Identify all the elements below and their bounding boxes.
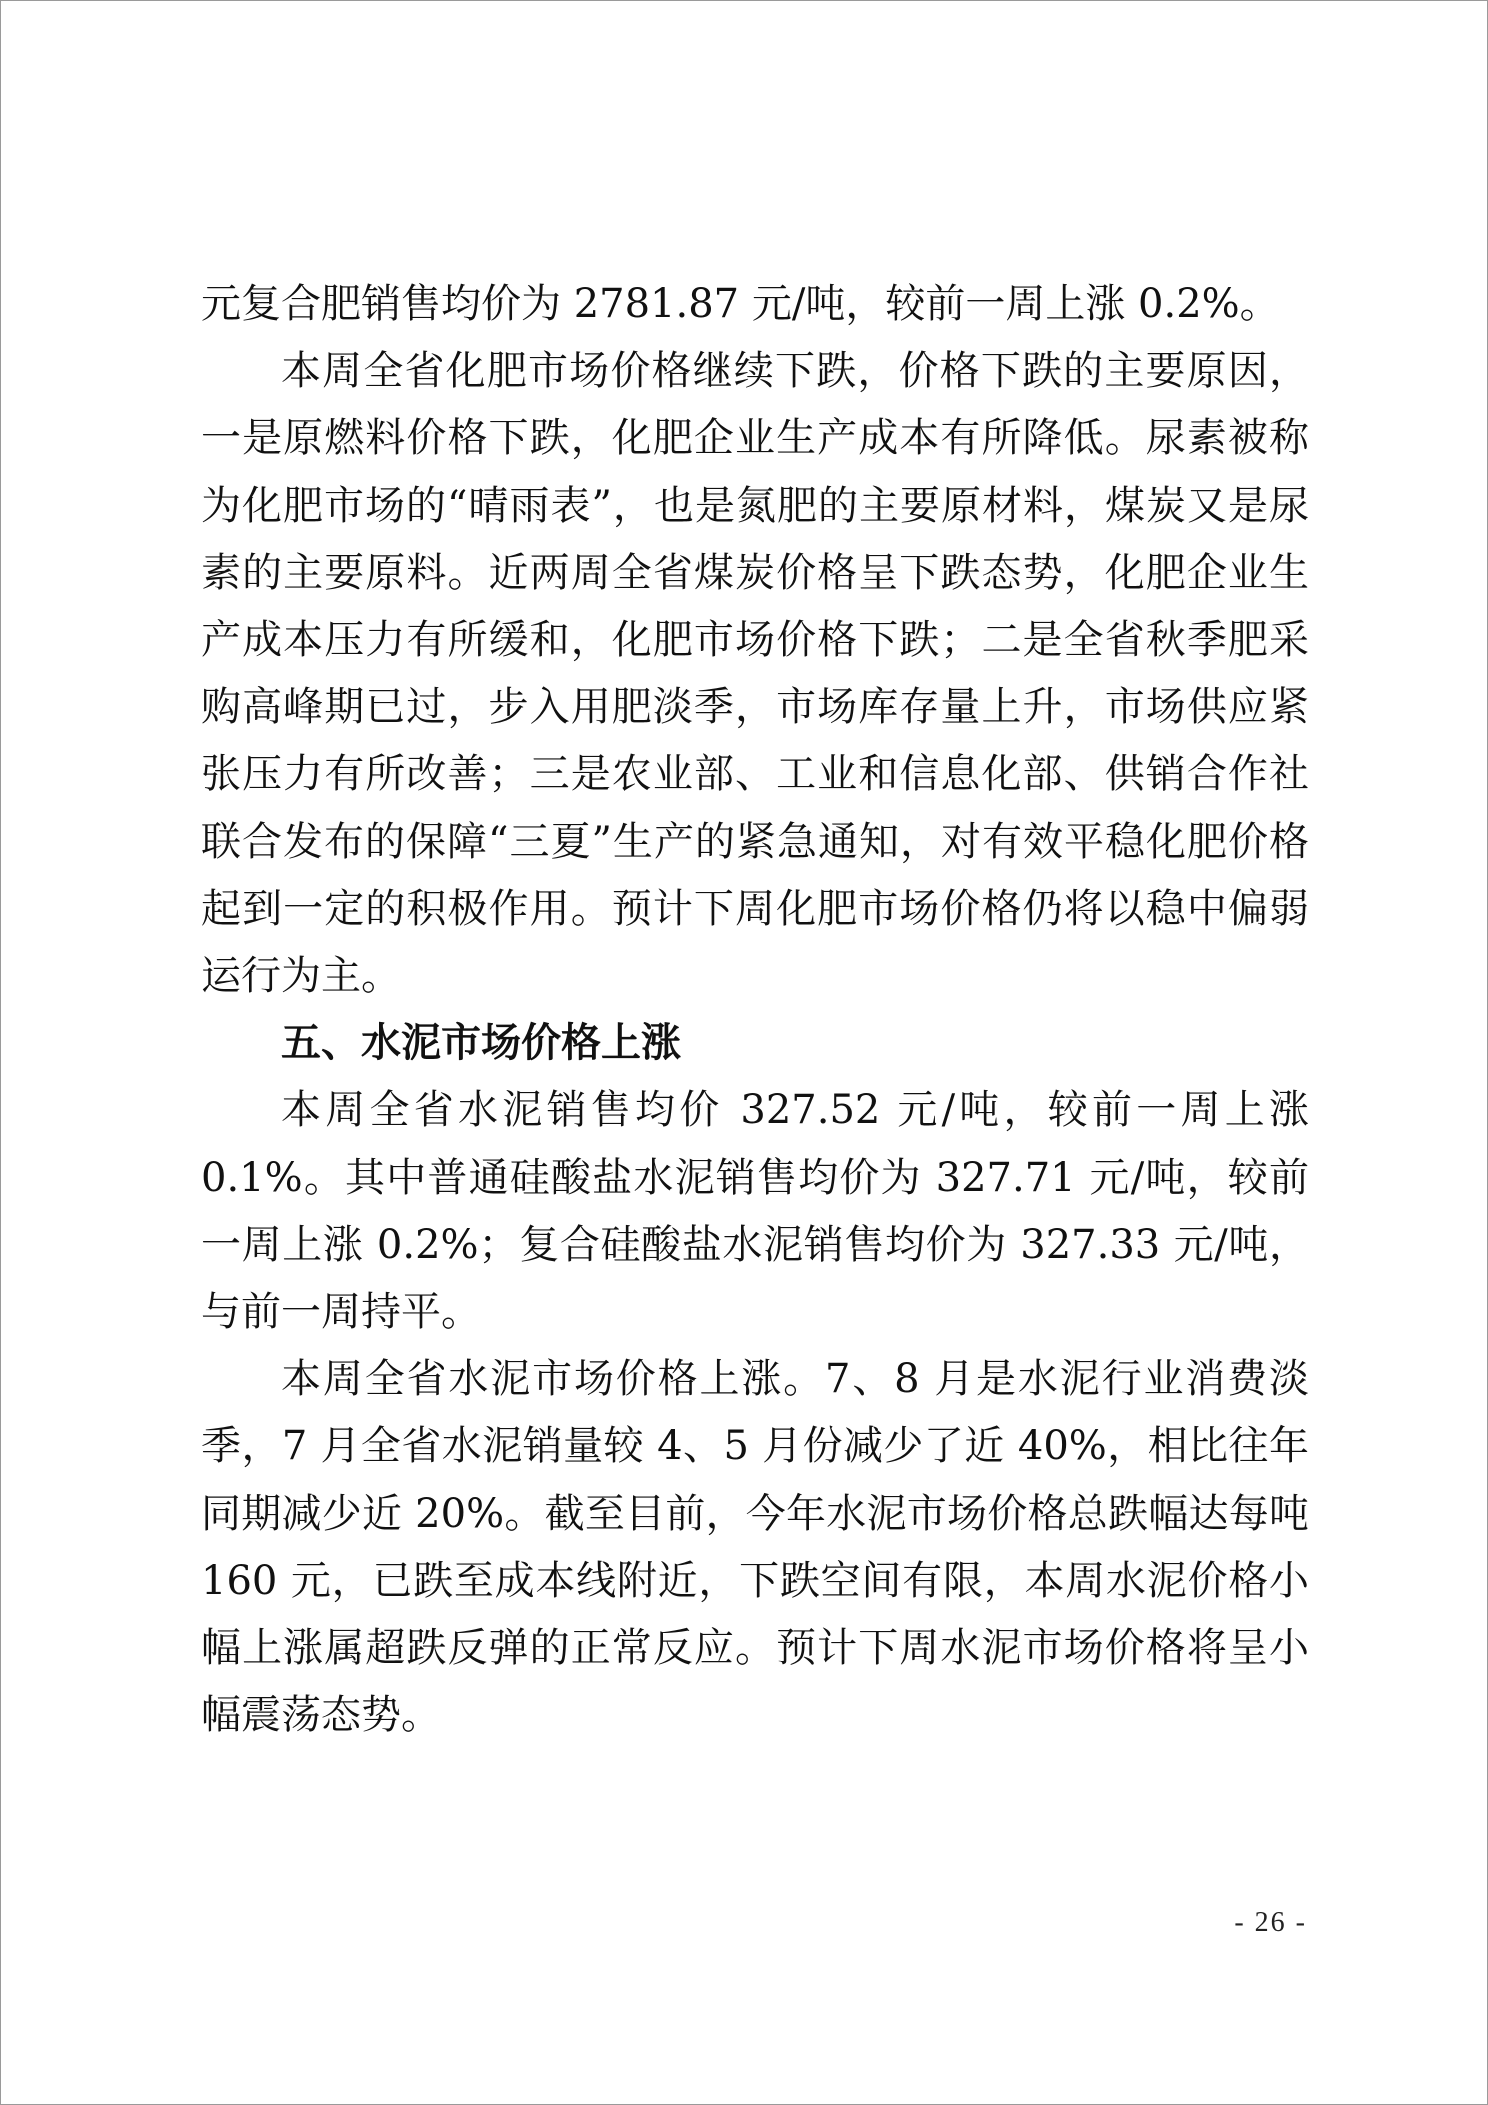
paragraph-cement-prices: 本周全省水泥销售均价 327.52 元/吨，较前一周上涨 0.1%。其中普通硅酸盐水泥销售均价为 327.71 元/吨，较前一周上涨 0.2%；复合硅酸盐水泥销售均价为 327.33 元/吨，与前一周持平。 xyxy=(201,1087,1309,1336)
page-number: - 26 - xyxy=(1234,1907,1307,1938)
paragraph-fertilizer-market-analysis: 本周全省化肥市场价格继续下跌，价格下跌的主要原因，一是原燃料价格下跌，化肥企业生产成本有所降低。尿素被称为化肥市场的“晴雨表”，也是氮肥的主要原材料，煤炭又是尿素的主要原料。近两周全省煤炭价格呈下跌态势，化肥企业生产成本压力有所缓和，化肥市场价格下跌；二是全省秋季肥采购高峰期已过，步入用肥淡季，市场库存量上升，市场供应紧张压力有所改善；三是农业部、工业和信息化部、供销合作社联合发布的保障“三夏”生产的紧急通知，对有效平稳化肥价格起到一定的积极作用。预计下周化肥市场价格仍将以稳中偏弱运行为主。 xyxy=(201,348,1309,1000)
paragraph-cement-market-analysis: 本周全省水泥市场价格上涨。7、8 月是水泥行业消费淡季，7 月全省水泥销量较 4、5 月份减少了近 40%，相比往年同期减少近 20%。截至目前，今年水泥市场价格总跌幅达每吨 160 元，已跌至成本线附近，下跌空间有限，本周水泥价格小幅上涨属超跌反弹的正常反应。预计下周水泥市场价格将呈小幅震荡态势。 xyxy=(201,1356,1309,1739)
paragraph-fertilizer-price-continuation: 元复合肥销售均价为 2781.87 元/吨，较前一周上涨 0.2%。 xyxy=(201,281,1280,327)
section-heading-cement: 五、水泥市场价格上涨 xyxy=(281,1020,681,1067)
document-body xyxy=(201,271,1309,1749)
